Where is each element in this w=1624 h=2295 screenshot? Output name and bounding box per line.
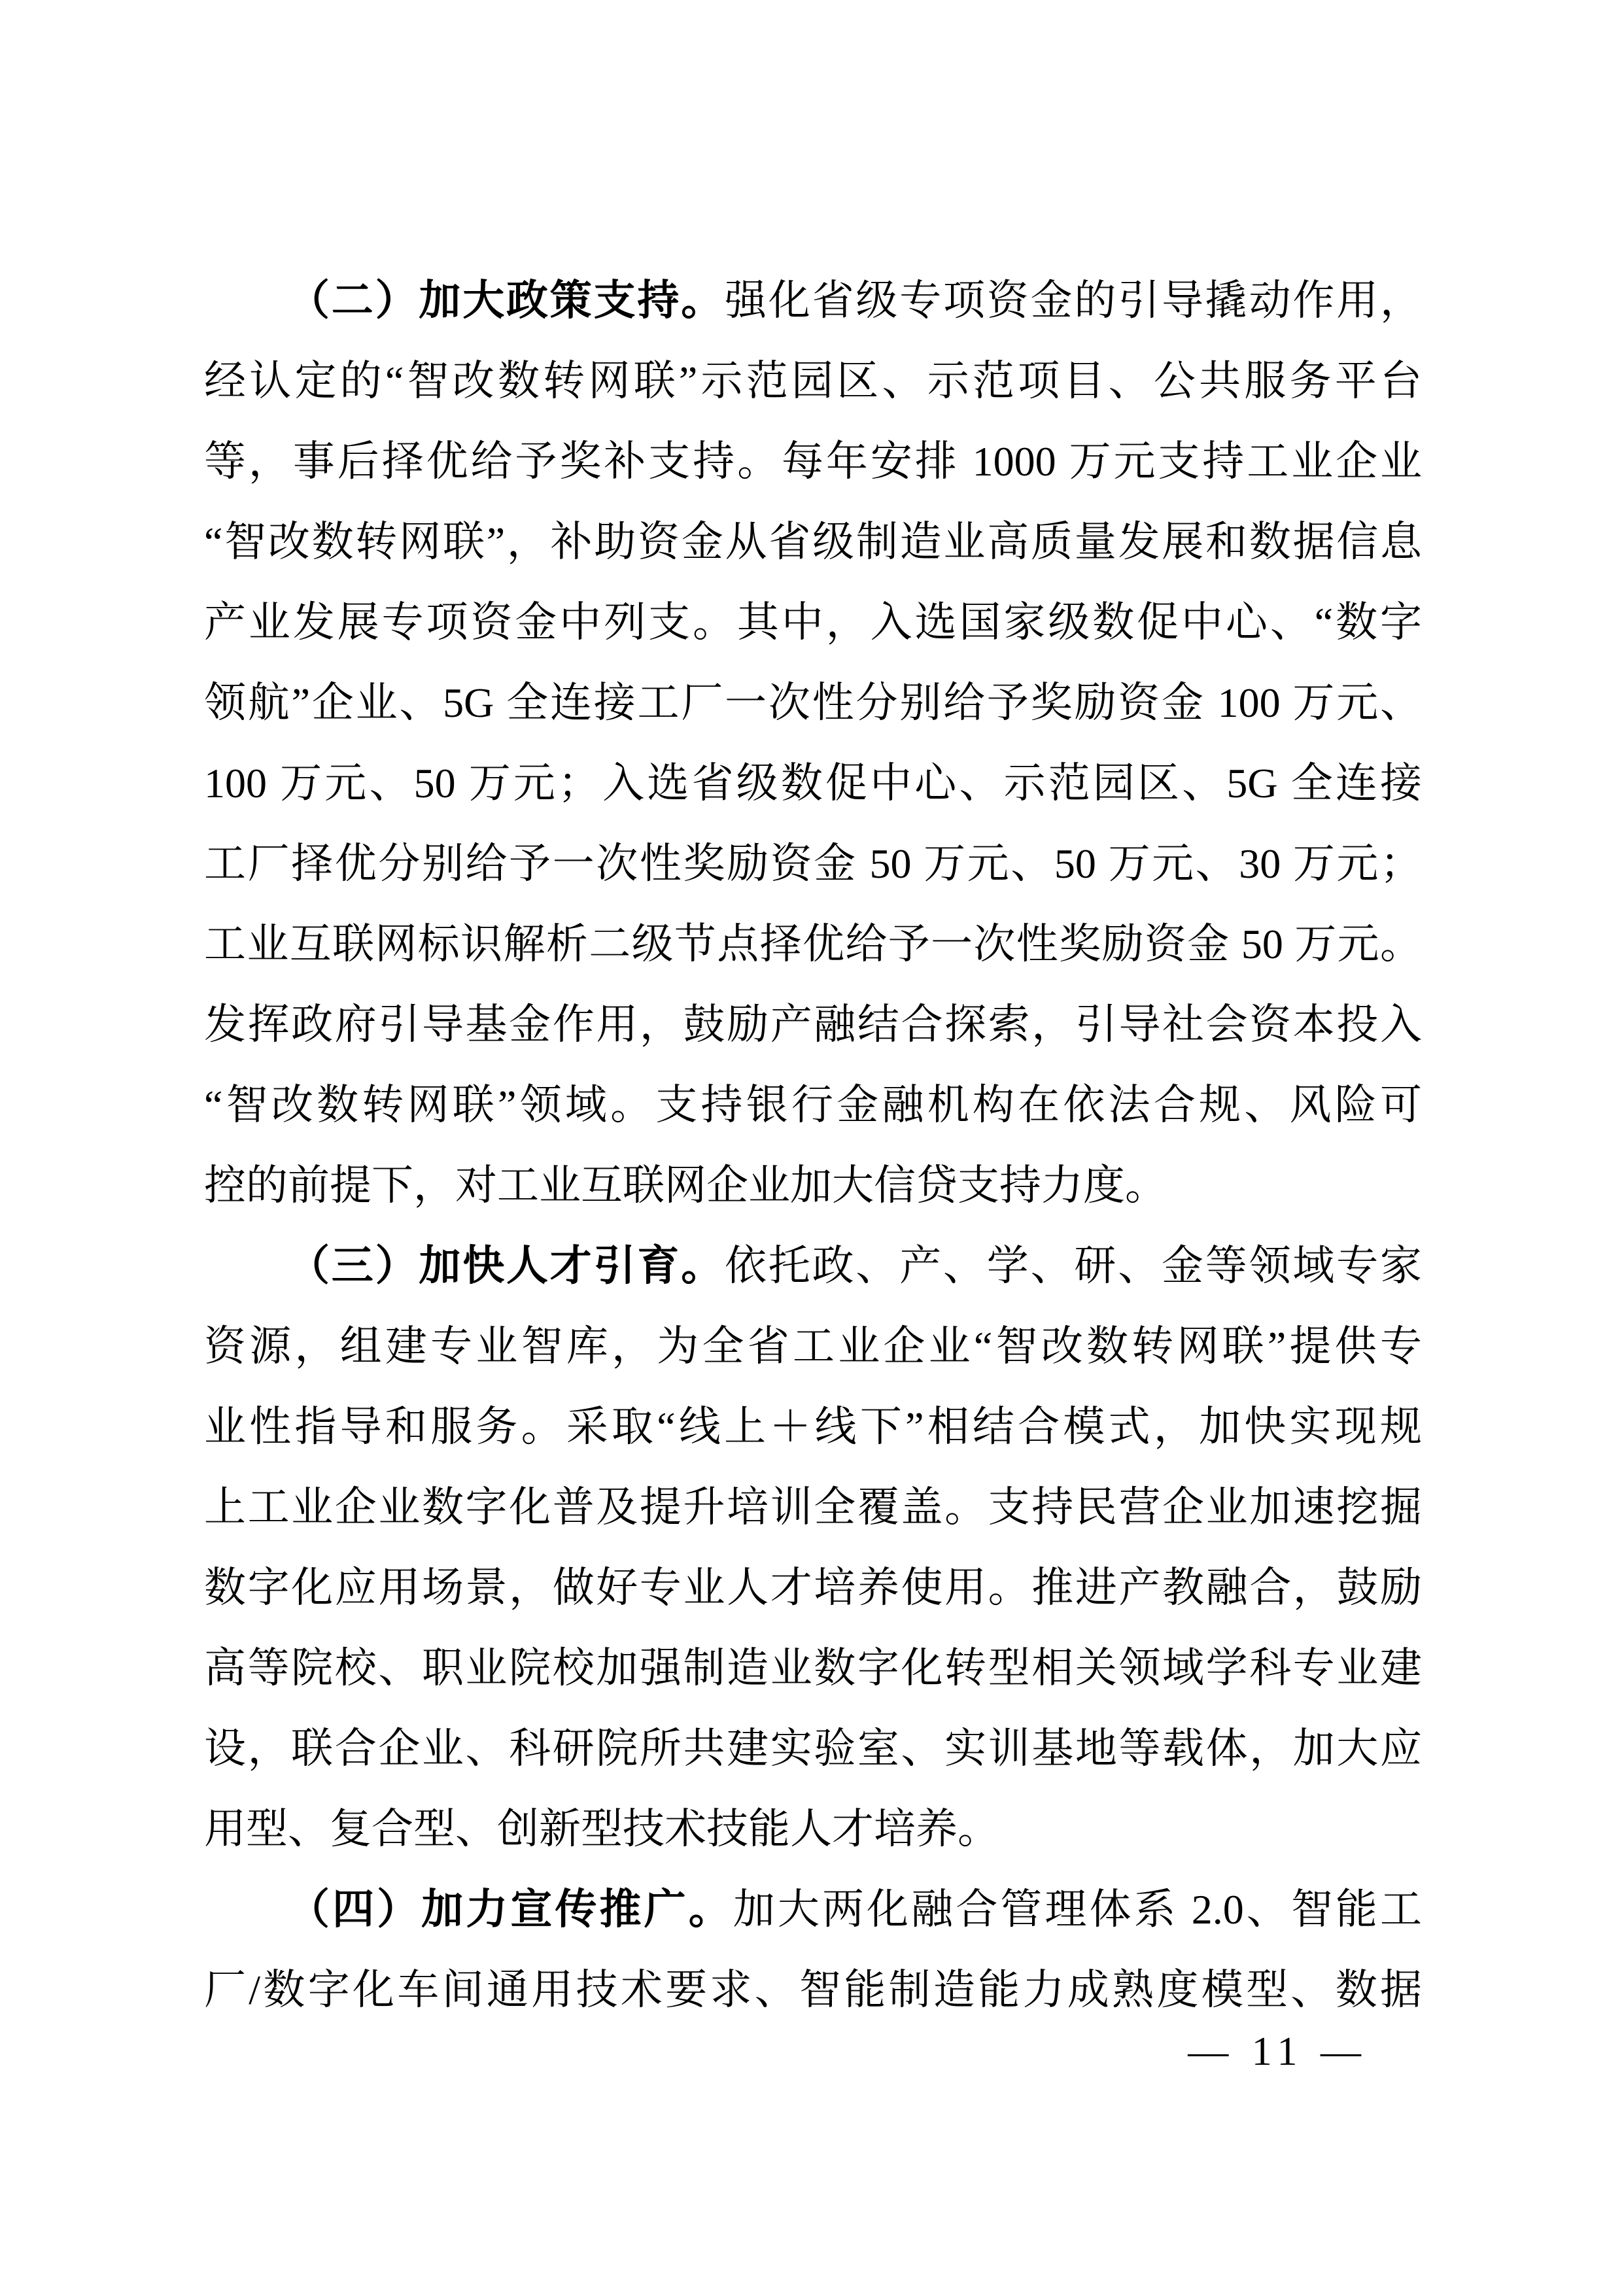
doc-line-text: 依托政、产、学、研、金等领域专家	[725, 1243, 1422, 1289]
doc-line: 工业互联网标识解析二级节点择优给予一次性奖励资金 50 万元。	[204, 921, 1422, 967]
doc-line: 用型、复合型、创新型技术技能人才培养。	[204, 1806, 999, 1852]
doc-line: “智改数转网联”，补助资金从省级制造业高质量发展和数据信息	[204, 519, 1422, 565]
doc-line: 控的前提下，对工业互联网企业加大信贷支持力度。	[204, 1162, 1167, 1209]
doc-line: 业性指导和服务。采取“线上＋线下”相结合模式，加快实现规	[204, 1404, 1422, 1450]
doc-line: 100 万元、50 万元；入选省级数促中心、示范园区、5G 全连接	[204, 760, 1422, 806]
doc-line: 等，事后择优给予奖补支持。每年安排 1000 万元支持工业企业	[204, 438, 1422, 485]
doc-line: 领航”企业、5G 全连接工厂一次性分别给予奖励资金 100 万元、	[204, 680, 1422, 726]
doc-line: 上工业企业数字化普及提升培训全覆盖。支持民营企业加速挖掘	[204, 1484, 1422, 1530]
doc-line-text: 强化省级专项资金的引导撬动作用，	[725, 277, 1422, 324]
paragraph-heading: （三）加快人才引育。	[288, 1243, 725, 1289]
doc-line: 经认定的“智改数转网联”示范园区、示范项目、公共服务平台	[204, 358, 1422, 404]
doc-line: 数字化应用场景，做好专业人才培养使用。推进产教融合，鼓励	[204, 1564, 1422, 1611]
doc-line: 发挥政府引导基金作用，鼓励产融结合探索，引导社会资本投入	[204, 1001, 1422, 1048]
doc-line: 高等院校、职业院校加强制造业数字化转型相关领域学科专业建	[204, 1645, 1422, 1691]
paragraph-policy-support	[204, 260, 1422, 1226]
paragraph-heading: （二）加大政策支持。	[288, 277, 725, 324]
doc-line	[204, 260, 1422, 341]
document-body	[204, 260, 1422, 2030]
paragraph-publicity-promotion	[204, 1869, 1422, 2030]
doc-line: 资源，组建专业智库，为全省工业企业“智改数转网联”提供专	[204, 1323, 1422, 1370]
doc-line	[204, 1869, 1422, 1950]
page-number: — 11 —	[1188, 2029, 1368, 2074]
doc-line: 设，联合企业、科研院所共建实验室、实训基地等载体，加大应	[204, 1725, 1422, 1772]
doc-line: 产业发展专项资金中列支。其中，入选国家级数促中心、“数字	[204, 599, 1422, 646]
doc-line: 厂/数字化车间通用技术要求、智能制造能力成熟度模型、数据	[204, 1967, 1422, 2013]
doc-line	[204, 1226, 1422, 1306]
paragraph-heading: （四）加力宣传推广。	[288, 1886, 733, 1933]
doc-line-text: 加大两化融合管理体系 2.0、智能工	[733, 1886, 1423, 1933]
doc-line: “智改数转网联”领域。支持银行金融机构在依法合规、风险可	[204, 1082, 1422, 1128]
doc-line: 工厂择优分别给予一次性奖励资金 50 万元、50 万元、30 万元；	[204, 840, 1422, 887]
paragraph-talent-cultivation	[204, 1226, 1422, 1869]
